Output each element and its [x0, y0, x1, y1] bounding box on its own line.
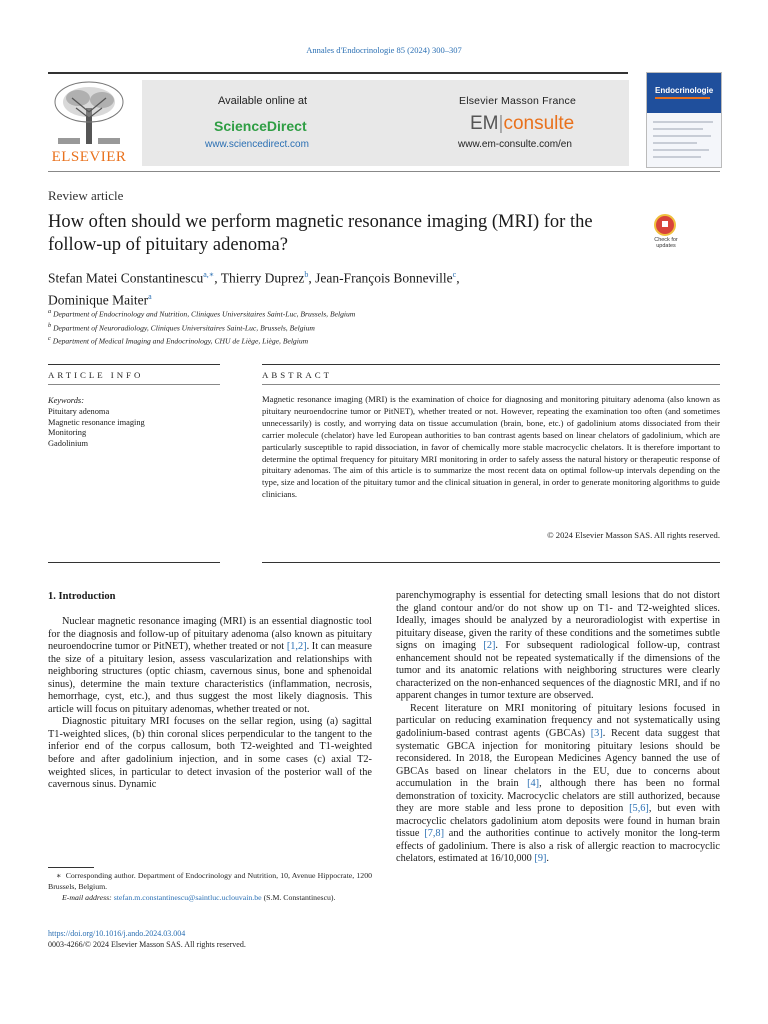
doi-block: [48, 928, 246, 950]
author-affiliation-mark[interactable]: a,∗: [203, 270, 215, 279]
affiliation-text: Department of Medical Imaging and Endocrinology, CHU de Liège, Liège, Belgium: [52, 336, 309, 346]
footnote-line: [48, 870, 372, 892]
paragraph-text: , although there has been no formal demonstration of toxicity. Macrocyclic chelators are still authorized, because they are more stable and less prone to deposition: [396, 778, 720, 815]
keyword-item: Gadolinium: [48, 439, 89, 449]
affiliation-mark: c: [48, 335, 51, 343]
abstract-copyright: © 2024 Elsevier Masson SAS. All rights reserved.: [547, 530, 720, 540]
author-name[interactable]: Dominique Maiter: [48, 292, 149, 307]
paragraph-text: , but even with macrocyclic chelators gadolinium atom deposits were found in human brain tissue: [396, 803, 720, 840]
journal-citation-link[interactable]: Annales d'Endocrinologie 85 (2024) 300–307: [306, 45, 462, 55]
body-column-right: [396, 590, 720, 866]
abstract-heading: ABSTRACT: [262, 370, 332, 380]
cover-title: Endocrinologie: [655, 86, 714, 95]
cover-line: [653, 121, 713, 123]
keyword-item: Magnetic resonance imaging: [48, 417, 145, 427]
body-column-left: [48, 616, 372, 792]
paragraph-text: parenchymography is essential for detecting small lesions that do not distort the gland contour and/or do not show up on T1- and T2-weighted slices. Ideally, images should be analyzed by a neuroradiologist with expertise in pituitary disease, given the rarity of these conditions and the sometimes subtle signs on imaging: [396, 590, 720, 652]
abstract-rule: [262, 384, 720, 385]
author-name[interactable]: Thierry Duprez: [220, 270, 305, 286]
elsevier-tree-icon: [48, 78, 130, 148]
keyword-item: Pituitary adenoma: [48, 406, 110, 416]
article-info-heading: ARTICLE INFO: [48, 370, 144, 380]
citation-link[interactable]: [2]: [483, 640, 496, 652]
paragraph-text: . It can measure the size of a pituitary lesion, assess vascularization and relationships with neighboring structures (optic chiasm, cavernous sinus, bone and sphenoidal sinus), determine the main texture characteristics (inflammation, necrosis, hemorrhage, cyst, etc.), and thus suggest the most likely diagnosis. This article will focus on pituitary adenomas, whether treated or not.: [48, 641, 373, 715]
email-link[interactable]: stefan.m.constantinescu@saintluc.uclouvain.be: [113, 893, 262, 902]
email-label: E-mail address:: [62, 893, 112, 902]
author-name[interactable]: Jean-François Bonneville: [315, 270, 453, 286]
cover-accent: [655, 97, 710, 99]
sciencedirect-url-link[interactable]: www.sciencedirect.com: [205, 139, 309, 150]
body-paragraph: [48, 616, 372, 716]
cover-line: [653, 142, 697, 144]
affiliation-list: [48, 306, 355, 347]
journal-cover-thumbnail[interactable]: [646, 72, 722, 168]
header-top-rule: [48, 72, 628, 74]
citation-link[interactable]: [3]: [590, 728, 603, 740]
citation-link[interactable]: [7,8]: [424, 828, 444, 840]
affiliation-item: [48, 333, 355, 347]
check-for-updates-button[interactable]: [646, 214, 686, 254]
em-consulte-url-link[interactable]: www.em-consulte.com/en: [458, 139, 572, 150]
footnote-text: Corresponding author. Department of Endocrinology and Nutrition, 10, Avenue Hippocrate, 1200 Brussels, Belgium.: [48, 871, 372, 891]
elsevier-logo[interactable]: [48, 78, 130, 166]
author-separator: ,: [456, 270, 460, 286]
article-info-rule: [48, 364, 220, 365]
paragraph-text: . Recent data suggest that systematic GBCA injection for monitoring pituitary lesions should be reconsidered. In 2018, the European Medicines Agency banned the use of GBCAs based on linear chelators in the EU, due to concerns about accumulation in the brain: [396, 728, 720, 790]
paragraph-text: and the authorities continue to actively monitor the long-term effects of gadolinium. There is also a risk of allergic reaction to macrocyclic chelators, estimated at 16/10,000: [396, 828, 720, 865]
author-list: [48, 266, 608, 309]
em-logo-right: consulte: [503, 113, 575, 134]
paragraph-text: Nuclear magnetic resonance imaging (MRI) is an essential diagnostic tool for the diagnosis and follow-up of pituitary adenoma (also known as pituitary neuroendocrine tumor or PitNET), whether treated or not: [48, 616, 372, 653]
issn-copyright: 0003-4266/© 2024 Elsevier Masson SAS. All rights reserved.: [48, 940, 246, 949]
body-paragraph: [396, 590, 720, 703]
affiliation-text: Department of Neuroradiology, Cliniques Universitaires Saint-Luc, Brussels, Belgium: [53, 323, 315, 333]
author-affiliation-mark[interactable]: a: [148, 291, 152, 301]
paragraph-text: . For subsequent radiological follow-up, contrast enhancement should not be repeated systematically if the dimensions of the tumor and its anatomic relations with neighboring structures were clearly characterized on the non-enhanced sequences of the diagnostic MRI, and if no apparent changes in tumor texture are observed.: [396, 640, 720, 702]
footnote-rule: [48, 867, 94, 868]
footnote-mark: ∗: [56, 871, 62, 880]
keywords-block: [48, 396, 145, 450]
header-bottom-rule: [48, 171, 720, 172]
elsevier-wordmark: ELSEVIER: [51, 149, 127, 165]
email-suffix: (S.M. Constantinescu).: [263, 893, 336, 902]
author-separator: ,: [214, 270, 221, 286]
corresponding-author-footnote: [48, 870, 372, 903]
article-type: Review article: [48, 188, 124, 203]
em-publisher-label: Elsevier Masson France: [459, 95, 577, 107]
affiliation-item: [48, 320, 355, 334]
author-affiliation-mark[interactable]: c: [452, 270, 457, 279]
footnote-line: [48, 892, 372, 903]
article-info-rule: [48, 562, 220, 563]
cover-line: [653, 156, 701, 158]
em-consulte-logo[interactable]: EM|consulte: [470, 113, 575, 134]
citation-link[interactable]: [5,6]: [629, 803, 649, 815]
em-logo-left: EM: [470, 113, 499, 134]
cover-line: [653, 128, 703, 130]
author-separator: ,: [308, 270, 316, 286]
sciencedirect-logo[interactable]: ScienceDirect: [214, 118, 307, 134]
paragraph-text: .: [546, 853, 549, 865]
crossmark-icon: [654, 214, 676, 236]
author-affiliation-mark[interactable]: b: [304, 270, 309, 279]
article-title: How often should we perform magnetic resonance imaging (MRI) for the follow-up of pituitary adenoma?: [48, 212, 593, 255]
body-paragraph: Diagnostic pituitary MRI focuses on the sellar region, using (a) sagittal T1-weighted slices, (b) thin coronal slices perpendicular to the tangent to the inferior end of the corpus callosum, both T2-weighted and T1-weighted before and after gadolinium injection, and in some cases (c) axial T2-weighted slices, in particular to detect invasion of the posterior wall of the cavernous sinus. Dynamic: [48, 716, 372, 791]
crossmark-label: Check for updates: [654, 237, 678, 249]
citation-link[interactable]: [1,2]: [286, 641, 307, 653]
cover-line: [653, 149, 709, 151]
affiliation-mark: b: [48, 321, 52, 329]
keywords-label: Keywords:: [48, 396, 84, 405]
citation-link[interactable]: [9]: [534, 853, 547, 865]
author-name[interactable]: Stefan Matei Constantinescu: [48, 270, 204, 286]
abstract-rule: [262, 562, 720, 563]
available-online-label: Available online at: [218, 95, 308, 107]
section-heading: 1. Introduction: [48, 591, 116, 602]
body-paragraph: [396, 703, 720, 866]
cover-line: [653, 135, 711, 137]
affiliation-item: [48, 306, 355, 320]
affiliation-mark: a: [48, 308, 52, 315]
abstract-rule: [262, 364, 720, 365]
article-info-rule: [48, 384, 220, 385]
keyword-item: Monitoring: [48, 428, 87, 438]
citation-link[interactable]: [4]: [527, 778, 540, 790]
abstract-text: Magnetic resonance imaging (MRI) is the examination of choice for diagnosing and monitoring pituitary adenoma (also known as pituitary neuroendocrine tumor or PitNET), whether treated or not. However, repeating the examination too often (and sometimes unnecessarily) is costly, and worrying data on tissue accumulation (brain, bone, etc.) of gadolinium atoms dissociated from their carrier molecule (chelator) have led European authorities to ban contrast agents based on linear chelators of gadolinium, which are particularly susceptible to rapid dissociation, in favor of chemically more stable macrocyclic chelators. It is therefore important to determine the optimal frequency for pituitary MRI monitoring in order to safely assess the natural history or therapeutic response of pituitary adenomas. The aim of this article is to summarize the most recent data on optimal follow-up intervals depending on the type, size and location of the pituitary tumor and the clinical situation in general, in order to generate monitoring algorithms to guide clinicians.: [262, 394, 720, 500]
affiliation-text: Department of Endocrinology and Nutrition, Cliniques Universitaires Saint-Luc, Brussels, Belgium: [53, 309, 356, 319]
paragraph-text: Recent literature on MRI monitoring of pituitary lesions focused in particular on reducing examination frequency and not systematically using gadolinium-based contrast agents (GBCAs): [396, 702, 720, 740]
doi-link[interactable]: https://doi.org/10.1016/j.ando.2024.03.004: [48, 929, 186, 938]
